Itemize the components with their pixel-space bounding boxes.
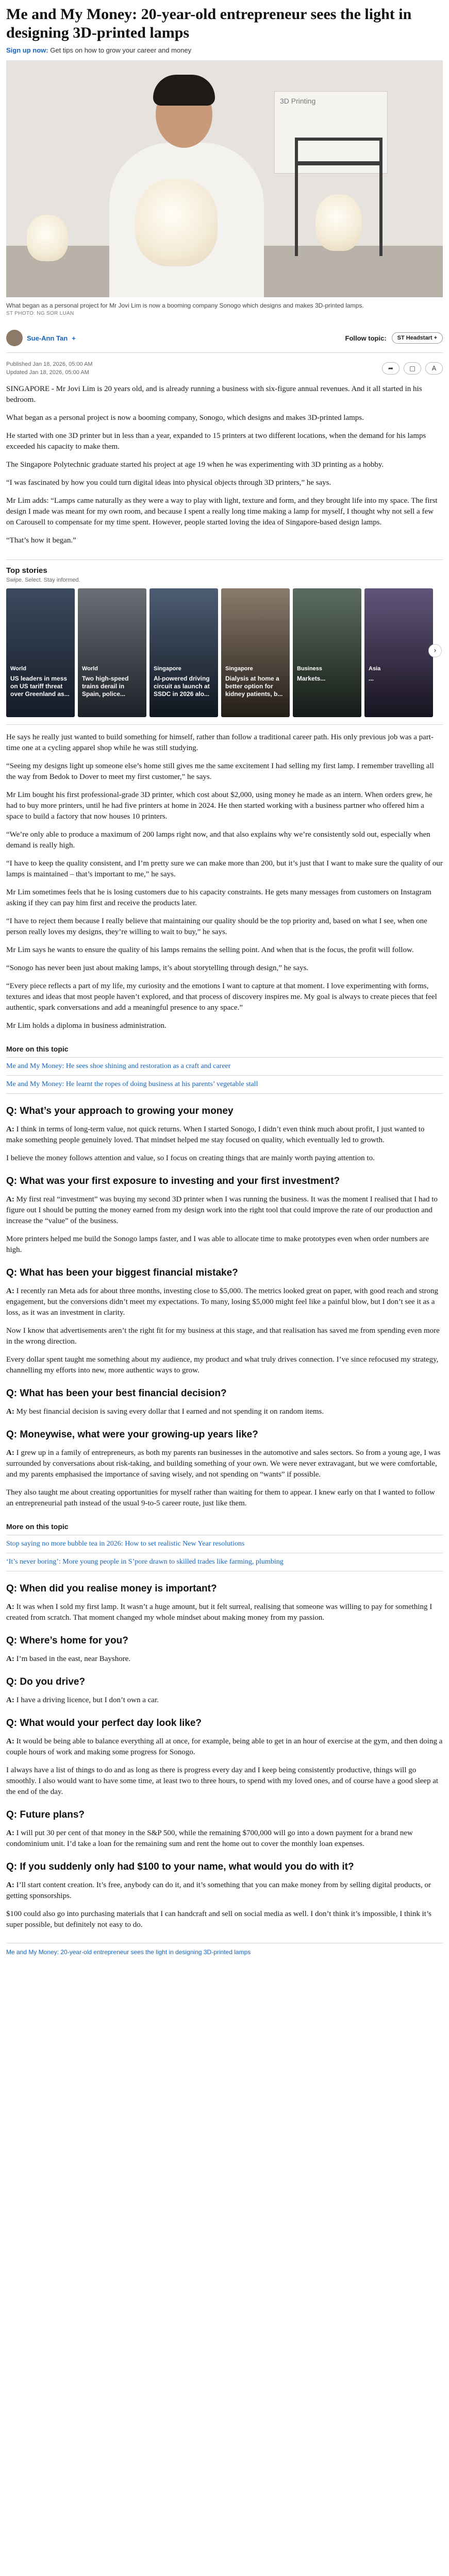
signup-link[interactable]: Sign up now: [6,46,48,54]
more-on-topic-1 [6,1045,443,1094]
qa-question: Q: What has been your biggest financial mistake? [6,1267,238,1278]
top-stories-title: Top stories [6,566,47,575]
answer-text: I’m based in the east, near Bayshore. [16,1655,131,1663]
follow-author-plus-icon[interactable]: + [72,334,76,342]
article-paragraph: “Seeing my designs light up someone else’s home still gives me the same excitement I had selling my first lamp. I remember travelling all the way from Bedok to Dover to meet my first customer,” he says. [6,762,434,781]
answer-label: A: [6,1737,16,1745]
qa-answer [6,1406,443,1417]
font-size-icon[interactable]: A [425,362,443,375]
article-body-part-2 [6,732,443,1031]
follow-topic [345,332,443,344]
top-story-title: AI-powered driving circuit as launch at SSDC in 2026 alo... [154,675,210,698]
answer-label: A: [6,1408,16,1416]
qa-question: Q: What has been your best financial decision? [6,1388,227,1399]
author-name[interactable]: Sue-Ann Tan [27,334,68,342]
hero-caption: What began as a personal project for Mr Jovi Lim is now a booming company Sonogo which designs and makes 3D-printed lamps. [6,302,364,309]
answer-text: I’ll start content creation. It’s free, anybody can do it, and it’s something that you can make money from by selling digital products, or getting sponsorships. [6,1881,431,1900]
hero-lamp [315,194,362,251]
top-story-category: World [82,666,98,672]
top-story-card[interactable] [293,588,361,717]
answer-label: A: [6,1829,16,1837]
hero-lamp [27,215,68,261]
answer-text: I will put 30 per cent of that money in the S&P 500, while the remaining $700,000 will go into a down payment for a brand new condominium unit. I’d take a loan for the remaining sum and rent the home out to cover the monthly loan expenses. [6,1829,413,1848]
top-story-category: World [10,666,26,672]
article-paragraph: What began as a personal project is now a booming company, Sonogo, which designs and makes 3D-printed lamps. [6,414,364,422]
avatar [6,330,23,346]
answer-text: I think in terms of long-term value, not quick returns. When I started Sonogo, I didn’t even think much about profit, I just wanted to make something people genuinely loved. That mindset helped me stay focused on quality, which eventually led to growth. [6,1125,425,1144]
article-paragraph: Mr Lim bought his first professional-grade 3D printer, which cost about $2,000, using money he made as an intern. When orders grew, he had to buy more printers, until he had five printers at home in 2024. He then started working with a business partner who offered him a space to build a factory that now houses 10 printers. [6,791,433,821]
qa-answer: They also taught me about creating opportunities for myself rather than waiting for them to appear. I knew early on that I wanted to follow an entrepreneurial path instead of the usual 9-to-5 career route, just like them. [6,1488,435,1507]
article-paragraph: “I was fascinated by how you could turn digital ideas into physical objects through 3D printers,” he says. [6,479,331,487]
article-paragraph: “I have to keep the quality consistent, and I’m pretty sure we can make more than 200, but it’s just that I want to make sure the quality of our lamps is maintained – that’s important to me,” he says. [6,859,443,878]
top-story-title: ... [369,675,374,682]
top-story-title: Two high-speed trains derail in Spain, police... [82,675,129,698]
qa-answer: I believe the money follows attention and value, so I focus on creating things that are mainly worth paying attention to. [6,1154,375,1162]
article-paragraph: “We’re only able to produce a maximum of 200 lamps right now, and that also explains why we’re consistently sold out, especially when demand is really high. [6,831,430,850]
qa-answer: Now I know that advertisements aren’t the right fit for my business at this stage, and that realisation has saved me from spending even more in the wrong direction. [6,1327,440,1346]
updated-date: Updated Jan 18, 2026, 05:00 AM [6,369,89,376]
qa-answer [6,1880,443,1902]
dates [6,360,93,377]
article-meta [6,360,443,377]
top-story-title: Dialysis at home a better option for kidney patients, b... [225,675,283,698]
answer-text: It was when I sold my first lamp. It wasn’t a huge amount, but it felt surreal, realising that someone was willing to pay for something I created from scratch. That moment changed my whole mindset about making money from my passion. [6,1603,433,1622]
signup-banner [6,46,443,54]
article-paragraph: The Singapore Polytechnic graduate started his project at age 19 when he was experimenting with 3D printing as a hobby. [6,461,384,469]
hero-poster: 3D Printing [274,91,388,174]
qa-answer [6,1286,443,1318]
top-story-category: Singapore [225,666,253,672]
answer-label: A: [6,1881,16,1889]
answer-label: A: [6,1696,16,1704]
qa-question: Q: Do you drive? [6,1676,86,1687]
top-story-category: Business [297,666,322,672]
top-story-card[interactable] [149,588,218,717]
byline [6,330,443,346]
top-story-category: Asia [369,666,381,672]
article-paragraph: Mr Lim adds: “Lamps came naturally as they were a way to play with light, texture and form, and they brought life into my space. The first design I made was meant for my own room, and because I spent a really long time making a lamp for myself, I thought why not sell a few on Carousell to compensate for my time spent. However, people started loving the idea of Singapore-based design lamps. [6,497,438,527]
article-paragraph: Mr Lim says he wants to ensure the quality of his lamps remains the selling point. And when that is the focus, the profit will follow. [6,946,414,954]
qa-question: Q: Future plans? [6,1809,85,1820]
top-story-card[interactable] [364,588,433,717]
hero-lamp [135,179,218,266]
qa-section-2 [6,1583,443,1798]
article-paragraph: “That’s how it began.” [6,536,76,545]
answer-text: I recently ran Meta ads for about three months, investing close to $5,000. The metrics looked great on paper, with good reach and strong engagement, but the conversions didn’t meet my expectations. To many, losing $5,000 might feel like a painful blow, but I don’t see it as a loss, as it was an investment in clarity. [6,1287,439,1317]
more-on-topic-title: More on this topic [6,1045,69,1053]
share-icon[interactable]: ➦ [382,362,400,375]
qa-answer: Every dollar spent taught me something about my audience, my product and what truly drives connection. I’ve since refocused my strategy, channelling my efforts into new, more authentic ways to grow. [6,1355,439,1375]
top-story-title: Markets... [297,675,326,682]
answer-label: A: [6,1125,16,1133]
article-paragraph: Mr Lim holds a diploma in business administration. [6,1022,167,1030]
qa-answer [6,1695,443,1706]
qa-question: Q: What would your perfect day look like? [6,1718,202,1728]
answer-text: I grew up in a family of entrepreneurs, as both my parents ran businesses in the automotive and sales sectors. So from a young age, I was surrounded by conversations about risk-taking, and building something of your own. We were never extravagant, but we were comfortable, and my parents emphasised the importance of saving wisely, and not spending on “wants” if possible. [6,1449,441,1479]
qa-question: Q: Moneywise, what were your growing-up years like? [6,1429,258,1440]
top-story-card[interactable] [221,588,290,717]
published-date: Published Jan 18, 2026, 05:00 AM [6,361,93,367]
article-body-part-1 [6,384,443,546]
qa-answer: I always have a list of things to do and as long as there is progress every day and I keep being consistently productive, things will go smoothly. I also would want to have some time, at least two to three hours, to spend with my loved ones, and of course have a good sleep at the end of the day. [6,1766,439,1796]
top-story-category: Singapore [154,666,181,672]
answer-label: A: [6,1655,16,1663]
qa-question: Q: When did you realise money is important? [6,1583,217,1594]
related-link[interactable]: Me and My Money: He learnt the ropes of doing business at his parents’ vegetable stall [6,1075,443,1093]
qa-question: Q: What’s your approach to growing your money [6,1106,234,1116]
signup-text: Get tips on how to grow your career and money [50,46,192,54]
top-story-card[interactable] [78,588,146,717]
qa-answer: $100 could also go into purchasing materials that I can handcraft and sell on social media as well. I don’t think it’s impossible, I think it’s super possible, but definitely not easy to do. [6,1910,431,1929]
more-on-topic-2 [6,1522,443,1571]
hero-person-hair [153,75,215,106]
bookmark-icon[interactable]: □ [404,362,421,375]
qa-answer [6,1602,443,1623]
article-paragraph: He started with one 3D printer but in less than a year, expanded to 15 printers at two different locations, when the demand for his lamps exceeded his capacity to make them. [6,432,426,451]
article-paragraph: “I have to reject them because I really believe that maintaining our quality should be the top priority and, based on what I see, when one person really loves my designs, they’re willing to wait to buy,” he says. [6,917,427,936]
article-paragraph: “Sonogo has never been just about making lamps, it’s about storytelling through design,” he says. [6,964,309,972]
qa-question: Q: If you suddenly only had $100 to your name, what would you do with it? [6,1861,354,1872]
answer-text: My first real “investment” was buying my second 3D printer when I was running the business. It was the moment I realised that I had to figure out I should be putting the money earned from my design work into the right tool that could improve the rate of our production and increase the “value” of the business. [6,1195,438,1225]
hero-credit: ST PHOTO: NG SOR LUAN [6,311,74,316]
divider [6,352,443,353]
top-story-title: US leaders in mess on US tariff threat over Greenland as... [10,675,70,698]
article-paragraph: Mr Lim sometimes feels that he is losing customers due to his capacity constraints. He gets many messages from customers on Instagram asking if they can pay him first and receive the products later. [6,888,431,907]
related-link[interactable]: ‘It’s never boring’: More young people in S’pore drawn to skilled trades like farming, plumbing [6,1553,443,1571]
chevron-right-icon[interactable]: › [428,644,442,657]
top-story-card[interactable] [6,588,75,717]
author[interactable] [6,330,76,346]
hero-image [6,60,443,297]
article-paragraph: SINGAPORE - Mr Jovi Lim is 20 years old, and is already running a business with six-figure annual revenues. And it all started in his bedroom. [6,385,422,404]
top-stories-carousel[interactable] [6,588,443,717]
qa-answer [6,1448,443,1480]
answer-label: A: [6,1603,16,1611]
answer-text: I have a driving licence, but I don’t own a car. [16,1696,159,1704]
top-stories [6,560,443,717]
answer-label: A: [6,1287,16,1295]
answer-text: My best financial decision is saving every dollar that I earned and not spending it on random items. [16,1408,324,1416]
follow-topic-button[interactable]: ST Headstart + [392,332,443,344]
divider [6,724,443,725]
qa-answer [6,1654,443,1665]
article-paragraph: “Every piece reflects a part of my life, my curiosity and the emotions I want to capture at that moment. I love experimenting with forms, textures and ideas that most people haven’t explored, and that process of discovery inspires me. My goal is always to create pieces that feel authentic, spark conversations and add a meaningful presence to any space.” [6,982,437,1012]
qa-section-3 [6,1828,443,1930]
qa-answer [6,1194,443,1227]
top-stories-subtitle: Swipe. Select. Stay informed. [6,577,80,583]
qa-answer: More printers helped me build the Sonogo lamps faster, and I was able to allocate time to make prototypes even when order numbers are high. [6,1235,429,1254]
qa-section-1 [6,1105,443,1509]
footer-breadcrumb [6,1943,443,1966]
qa-answer [6,1828,443,1850]
more-on-topic-title: More on this topic [6,1522,69,1531]
footer-link[interactable]: Me and My Money: 20-year-old entrepreneur sees the light in designing 3D-printed lamps [6,1948,251,1956]
qa-question: Q: Where’s home for you? [6,1635,128,1646]
answer-text: It would be being able to balance everything all at once, for example, being able to get in an hour of exercise at the gym, and then doing a couple hours of work and making some progress for Sonogo. [6,1737,443,1756]
article-paragraph: He says he really just wanted to build something for himself, rather than follow a traditional career path. His only previous job was a part-time one at a cycling apparel shop while he was still studying. [6,733,434,752]
article-headline: Me and My Money: 20-year-old entrepreneur sees the light in designing 3D-printed lamps [6,6,412,41]
article-tools [382,362,443,375]
related-link[interactable]: Me and My Money: He sees shoe shining and restoration as a craft and career [6,1057,443,1075]
qa-answer [6,1124,443,1146]
qa-answer [6,1736,443,1758]
qa-question: Q: What was your first exposure to investing and your first investment? [6,1176,340,1187]
answer-label: A: [6,1449,16,1457]
follow-label: Follow topic: [345,334,387,342]
answer-label: A: [6,1195,16,1204]
related-link[interactable]: Stop saying no more bubble tea in 2026: How to set realistic New Year resolutions [6,1535,443,1553]
